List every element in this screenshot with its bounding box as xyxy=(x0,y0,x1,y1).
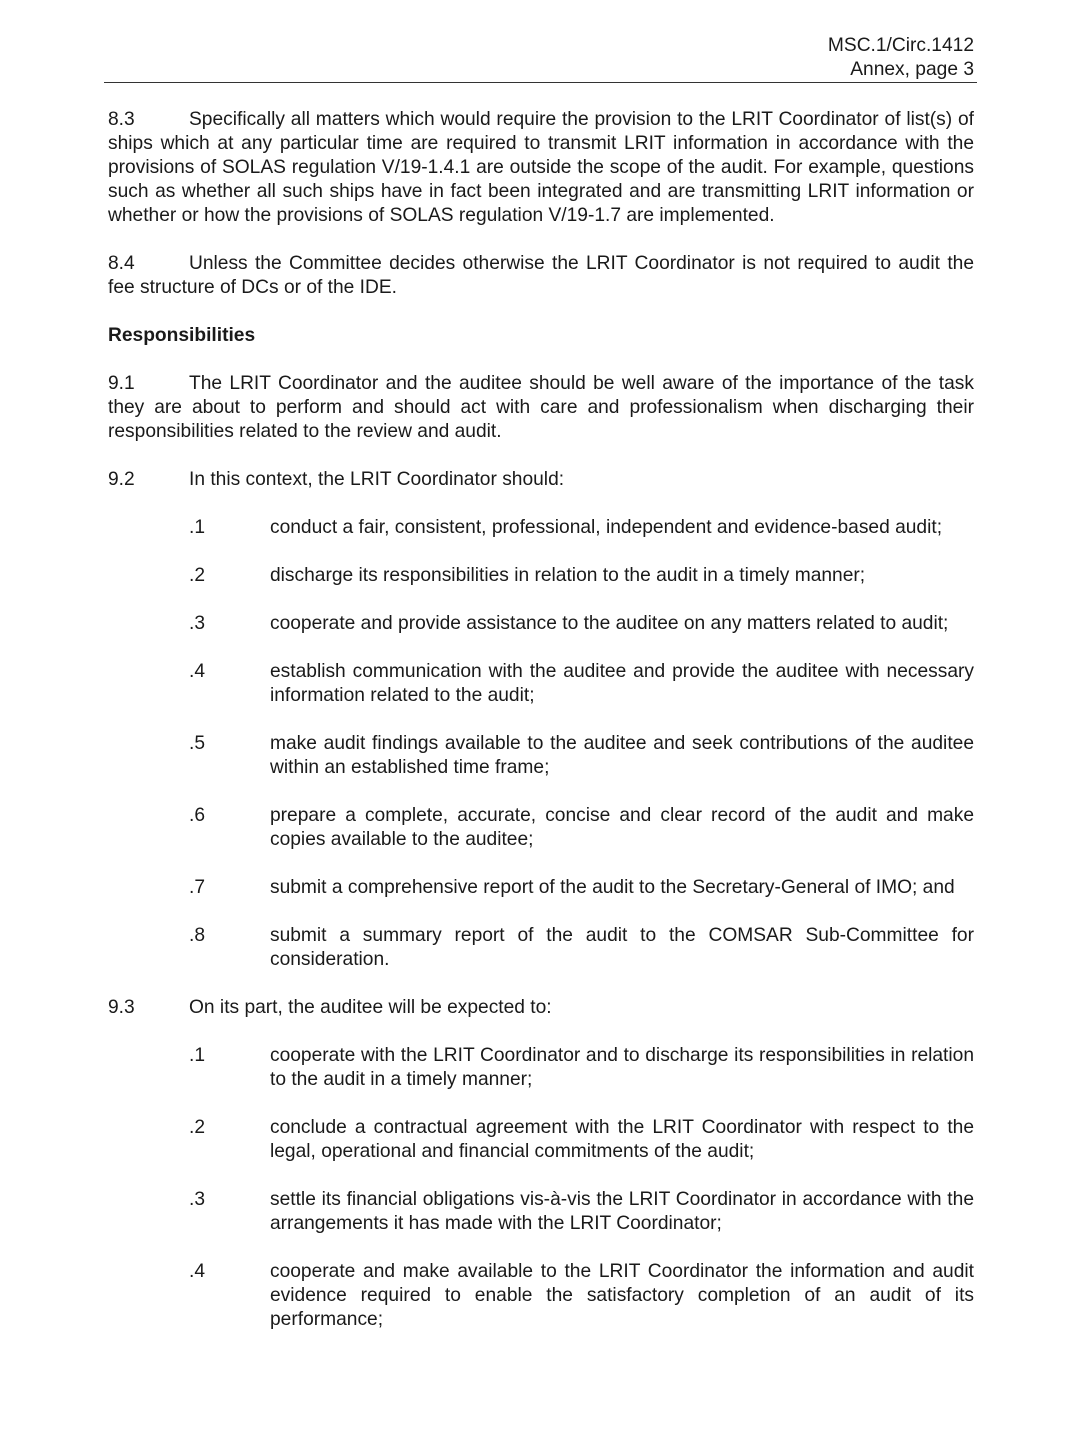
list-9-3 xyxy=(108,1044,974,1332)
list-item-text: settle its financial obligations vis-à-vis the LRIT Coordinator in accordance with the arrangements it has made with the LRIT Coordinator; xyxy=(270,1189,974,1234)
list-item-number: .7 xyxy=(189,877,206,898)
list-item-text: cooperate with the LRIT Coordinator and to discharge its responsibilities in relation to the audit in a timely manner; xyxy=(270,1045,974,1090)
section-heading: Responsibilities xyxy=(108,325,256,346)
list-item-text: cooperate and make available to the LRIT Coordinator the information and audit evidence required to enable the satisfactory completion of an audit of its performance; xyxy=(270,1261,974,1330)
paragraph-text: In this context, the LRIT Coordinator should: xyxy=(189,469,565,490)
paragraph-text: On its part, the auditee will be expected to: xyxy=(189,997,552,1018)
header-divider xyxy=(104,82,977,83)
paragraph-text: The LRIT Coordinator and the auditee should be well aware of the importance of the task they are about to perform and should act with care and professionalism when discharging their responsibilities related to the review and audit. xyxy=(108,373,974,442)
paragraph-number: 8.3 xyxy=(108,109,135,130)
paragraph-8-4 xyxy=(108,252,974,300)
list-item xyxy=(189,1260,974,1332)
list-item-text: conclude a contractual agreement with the LRIT Coordinator with respect to the legal, operational and financial commitments of the audit; xyxy=(270,1117,974,1162)
list-item xyxy=(189,612,974,636)
list-item-text: prepare a complete, accurate, concise and clear record of the audit and make copies available to the auditee; xyxy=(270,805,974,850)
list-item-text: conduct a fair, consistent, professional, independent and evidence-based audit; xyxy=(270,517,943,538)
list-item-number: .5 xyxy=(189,733,206,754)
paragraph-9-2 xyxy=(108,468,974,492)
list-item-number: .8 xyxy=(189,925,206,946)
list-item xyxy=(189,924,974,972)
paragraph-number: 9.3 xyxy=(108,997,135,1018)
paragraph-9-3 xyxy=(108,996,974,1020)
list-item-number: .1 xyxy=(189,1045,206,1066)
paragraph-9-1 xyxy=(108,372,974,444)
list-item-text: submit a comprehensive report of the audit to the Secretary-General of IMO; and xyxy=(270,877,955,898)
list-item-number: .3 xyxy=(189,613,206,634)
list-item xyxy=(189,1188,974,1236)
list-item-number: .1 xyxy=(189,517,206,538)
list-9-2 xyxy=(108,516,974,972)
list-item xyxy=(189,1116,974,1164)
paragraph-8-3 xyxy=(108,108,974,228)
list-item-text: submit a summary report of the audit to the COMSAR Sub-Committee for consideration. xyxy=(270,925,974,970)
list-item xyxy=(189,732,974,780)
list-item xyxy=(189,564,974,588)
list-item xyxy=(189,660,974,708)
page-header xyxy=(104,34,974,82)
list-item xyxy=(189,1044,974,1092)
paragraph-text: Unless the Committee decides otherwise the LRIT Coordinator is not required to audit the fee structure of DCs or of the IDE. xyxy=(108,253,974,298)
list-item-number: .2 xyxy=(189,565,206,586)
list-item-number: .2 xyxy=(189,1117,206,1138)
paragraph-number: 9.2 xyxy=(108,469,135,490)
list-item xyxy=(189,516,974,540)
list-item-text: cooperate and provide assistance to the auditee on any matters related to audit; xyxy=(270,613,949,634)
list-item xyxy=(189,876,974,900)
list-item-number: .4 xyxy=(189,661,206,682)
document-body xyxy=(108,108,974,1356)
list-item-number: .4 xyxy=(189,1261,206,1282)
paragraph-number: 8.4 xyxy=(108,253,135,274)
paragraph-number: 9.1 xyxy=(108,373,135,394)
document-reference: MSC.1/Circ.1412 xyxy=(827,35,974,56)
page-reference: Annex, page 3 xyxy=(850,59,974,80)
list-item-text: make audit findings available to the auditee and seek contributions of the auditee within an established time frame; xyxy=(270,733,974,778)
paragraph-text: Specifically all matters which would require the provision to the LRIT Coordinator of list(s) of ships which at any particular time are required to transmit LRIT information in accordance with the provisions of SOLAS regulation V/19-1.4.1 are outside the scope of the audit. For example, questions such as whether all such ships have in fact been integrated and are transmitting LRIT information or whether or how the provisions of SOLAS regulation V/19-1.7 are implemented. xyxy=(108,109,974,226)
list-item-number: .6 xyxy=(189,805,206,826)
list-item-text: discharge its responsibilities in relation to the audit in a timely manner; xyxy=(270,565,866,586)
list-item xyxy=(189,804,974,852)
list-item-number: .3 xyxy=(189,1189,206,1210)
list-item-text: establish communication with the auditee and provide the auditee with necessary information related to the audit; xyxy=(270,661,974,706)
